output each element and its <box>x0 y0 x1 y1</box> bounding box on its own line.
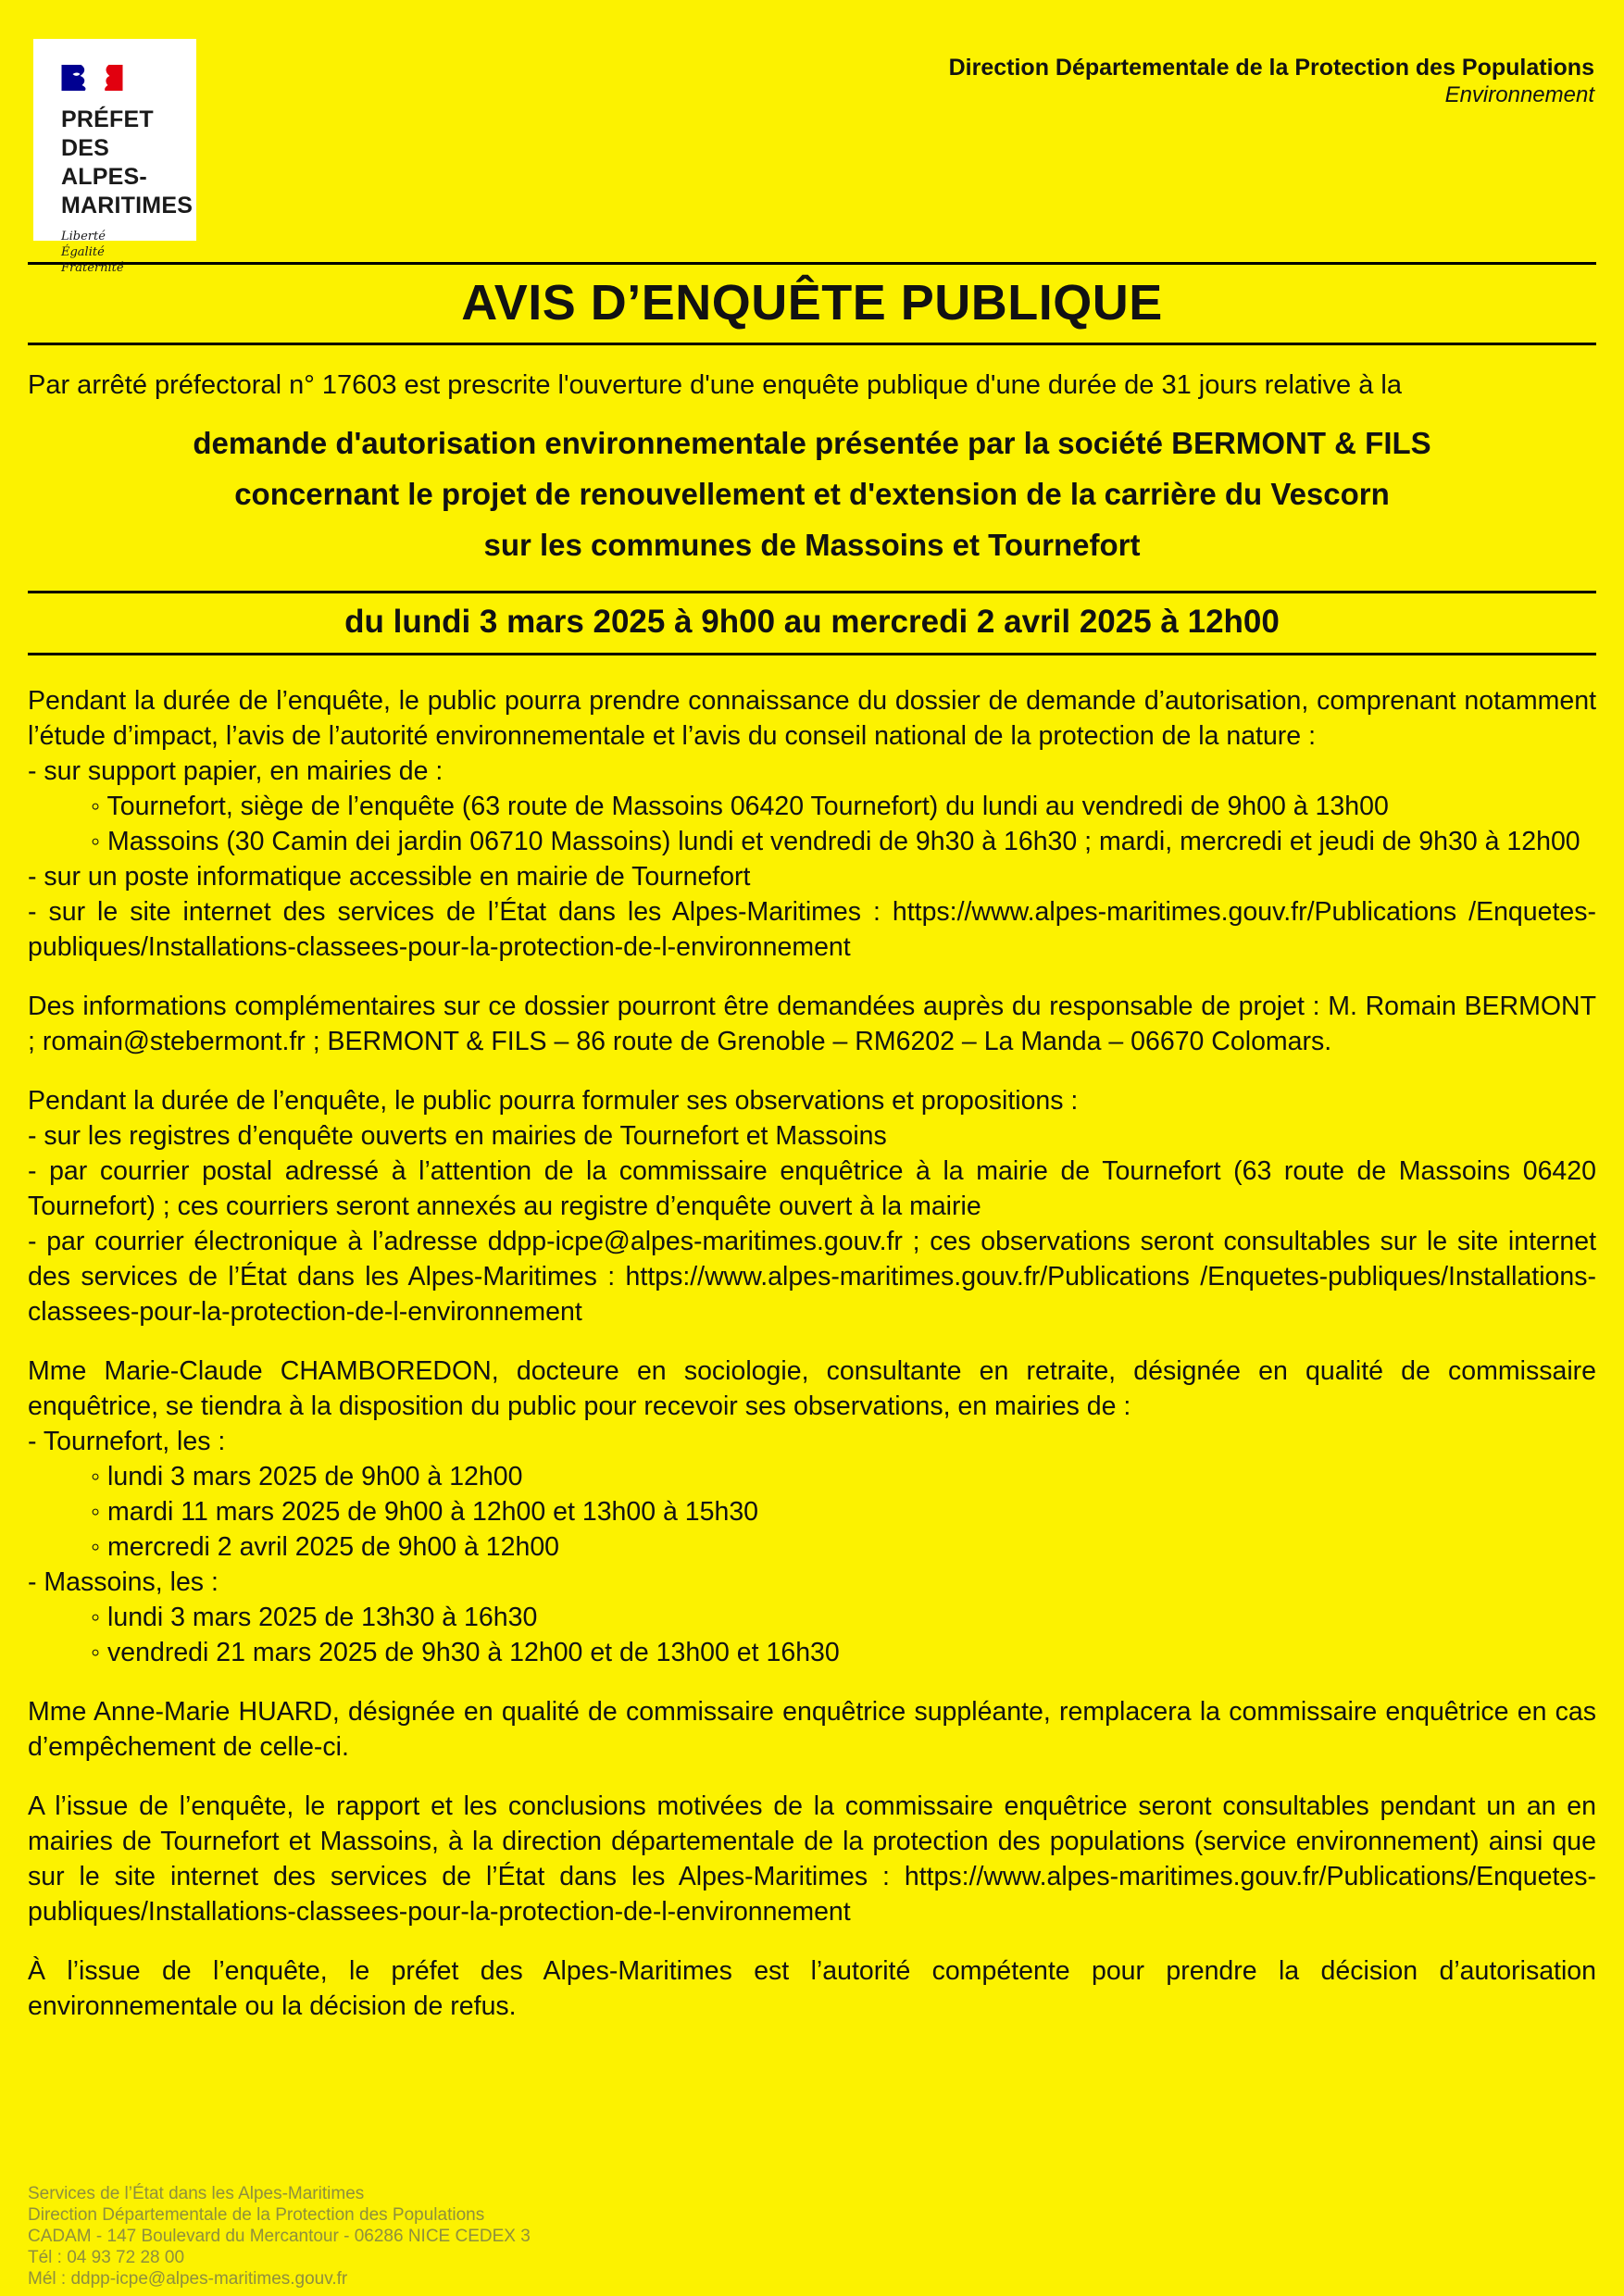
footer-phone-line: Tél : 04 93 72 28 00 <box>28 2248 185 2267</box>
logo-line-maritimes: MARITIMES <box>61 193 194 218</box>
divider-period-bottom <box>28 653 1596 655</box>
observations-intro: Pendant la durée de l’enquête, le public pourra formuler ses observations et propositions : <box>28 1086 1079 1116</box>
report-paragraph: A l’issue de l’enquête, le rapport et les conclusions motivées de la commissaire enquêtrice seront consultables pendant un an en mairies de Tournefort et Massoins, à la direction départementale de la protection des populations (service environnement) ainsi que sur le site internet des services de l’État dans les Alpes-Maritimes : https://www.alpes-maritimes.gouv.fr/Publications/Enquetes-publiques/Installations-classees-pour-la-protection-de-l-environnement <box>28 1791 1596 1927</box>
observations-item-mail: - par courrier postal adressé à l’attention de la commissaire enquêtrice à la mairie de Tournefort (63 route de Massoins 06420 Tournefort) ; ces courriers seront annexés au registre d’enquête ouvert à la mairie <box>28 1156 1596 1221</box>
footer <box>28 2183 531 2290</box>
tournefort-sessions-label: - Tournefort, les : <box>28 1427 226 1456</box>
observations-item-registers: - sur les registres d’enquête ouverts en mairies de Tournefort et Massoins <box>28 1121 887 1151</box>
notice-body <box>0 262 1624 2024</box>
tournefort-session-2: ◦ mardi 11 mars 2025 de 9h00 à 12h00 et 13h00 à 15h30 <box>91 1497 759 1527</box>
commissaire-paragraph: Mme Marie-Claude CHAMBOREDON, docteure en sociologie, consultante en retraite, désignée en qualité de commissaire enquêtrice, se tiendra à la disposition du public pour recevoir ses observations, en mairies de : <box>28 1356 1596 1421</box>
logo-motto <box>61 229 196 276</box>
divider-title-bottom <box>28 343 1596 345</box>
footer-address-line: CADAM - 147 Boulevard du Mercantour - 06286 NICE CEDEX 3 <box>28 2227 531 2246</box>
logo-line-des-alpes: DES ALPES- <box>61 135 147 190</box>
tournefort-session-3: ◦ mercredi 2 avril 2025 de 9h00 à 12h00 <box>91 1532 560 1562</box>
logo-wordmark <box>61 106 196 220</box>
footer-direction-line: Direction Départementale de la Protection des Populations <box>28 2205 485 2225</box>
contact-paragraph: Des informations complémentaires sur ce dossier pourront être demandées auprès du responsable de projet : M. Romain BERMONT ; romain@stebermont.fr ; BERMONT & FILS – 86 route de Grenoble – RM6202 – La Manda – 06670 Colomars. <box>28 992 1596 1056</box>
consultation-subitem-massoins: ◦ Massoins (30 Camin dei jardin 06710 Massoins) lundi et vendredi de 9h30 à 16h30 ; mardi, mercredi et jeudi de 9h30 à 12h00 <box>91 827 1580 856</box>
massoins-session-2: ◦ vendredi 21 mars 2025 de 9h30 à 12h00 et de 13h00 et 16h30 <box>91 1638 840 1667</box>
page-title: AVIS D’ENQUÊTE PUBLIQUE <box>461 275 1163 331</box>
french-flag-icon <box>61 65 123 91</box>
marianne-logo <box>33 39 196 275</box>
subject-line-1: demande d'autorisation environnementale présentée par la société BERMONT & FILS <box>193 426 1431 460</box>
tournefort-session-1: ◦ lundi 3 mars 2025 de 9h00 à 12h00 <box>91 1462 523 1491</box>
consultation-item-paper: - sur support papier, en mairies de : <box>28 756 443 786</box>
consultation-item-website: - sur le site internet des services de l’État dans les Alpes-Maritimes : https://www.alpes-maritimes.gouv.fr/Publications /Enquetes-publiques/Installations-classees-pour-la-protection-de-l-environnement <box>28 897 1596 962</box>
consultation-subitem-tournefort: ◦ Tournefort, siège de l’enquête (63 route de Massoins 06420 Tournefort) du lundi au vendredi de 9h00 à 13h00 <box>91 792 1389 821</box>
logo-line-prefet: PRÉFET <box>61 106 154 132</box>
motto-egalite: Égalité <box>61 245 105 259</box>
header-direction: Direction Départementale de la Protection des Populations <box>948 55 1594 81</box>
motto-fraternite: Fraternité <box>61 261 124 275</box>
subject-line-3: sur les communes de Massoins et Tournefort <box>483 528 1141 562</box>
observations-item-email: - par courrier électronique à l’adresse ddpp-icpe@alpes-maritimes.gouv.fr ; ces observations seront consultables sur le site internet des services de l’État dans les Alpes-Maritimes : https://www.alpes-maritimes.gouv.fr/Publications /Enquetes-publiques/Installations-classees-pour-la-protection-de-l-environnement <box>28 1227 1596 1327</box>
notice-text <box>28 683 1596 2024</box>
suppleante-paragraph: Mme Anne-Marie HUARD, désignée en qualité de commissaire enquêtrice suppléante, remplacera la commissaire enquêtrice en cas d’empêchement de celle-ci. <box>28 1697 1596 1762</box>
consultation-item-computer: - sur un poste informatique accessible en mairie de Tournefort <box>28 862 751 892</box>
header-service: Environnement <box>1444 82 1594 107</box>
footer-email-line: Mél : ddpp-icpe@alpes-maritimes.gouv.fr <box>28 2269 348 2289</box>
subject-line-2: concernant le projet de renouvellement et d'extension de la carrière du Vescorn <box>234 477 1390 511</box>
header-issuer-block <box>949 54 1594 108</box>
inquiry-period: du lundi 3 mars 2025 à 9h00 au mercredi 2 avril 2025 à 12h00 <box>344 604 1280 640</box>
decision-paragraph: À l’issue de l’enquête, le préfet des Alpes-Maritimes est l’autorité compétente pour prendre la décision d’autorisation environnementale ou la décision de refus. <box>28 1956 1596 2021</box>
footer-service-line: Services de l’État dans les Alpes-Maritimes <box>28 2184 365 2203</box>
header <box>0 0 1624 275</box>
massoins-session-1: ◦ lundi 3 mars 2025 de 13h30 à 16h30 <box>91 1603 538 1632</box>
subject-block <box>28 418 1596 570</box>
intro-paragraph: Par arrêté préfectoral n° 17603 est prescrite l'ouverture d'une enquête publique d'une durée de 31 jours relative à la <box>28 370 1402 400</box>
massoins-sessions-label: - Massoins, les : <box>28 1567 219 1597</box>
motto-liberte: Liberté <box>61 230 106 243</box>
consultation-intro: Pendant la durée de l’enquête, le public pourra prendre connaissance du dossier de demande d’autorisation, comprenant notamment l’étude d’impact, l’avis de l’autorité environnementale et l’avis du conseil national de la protection de la nature : <box>28 686 1596 751</box>
